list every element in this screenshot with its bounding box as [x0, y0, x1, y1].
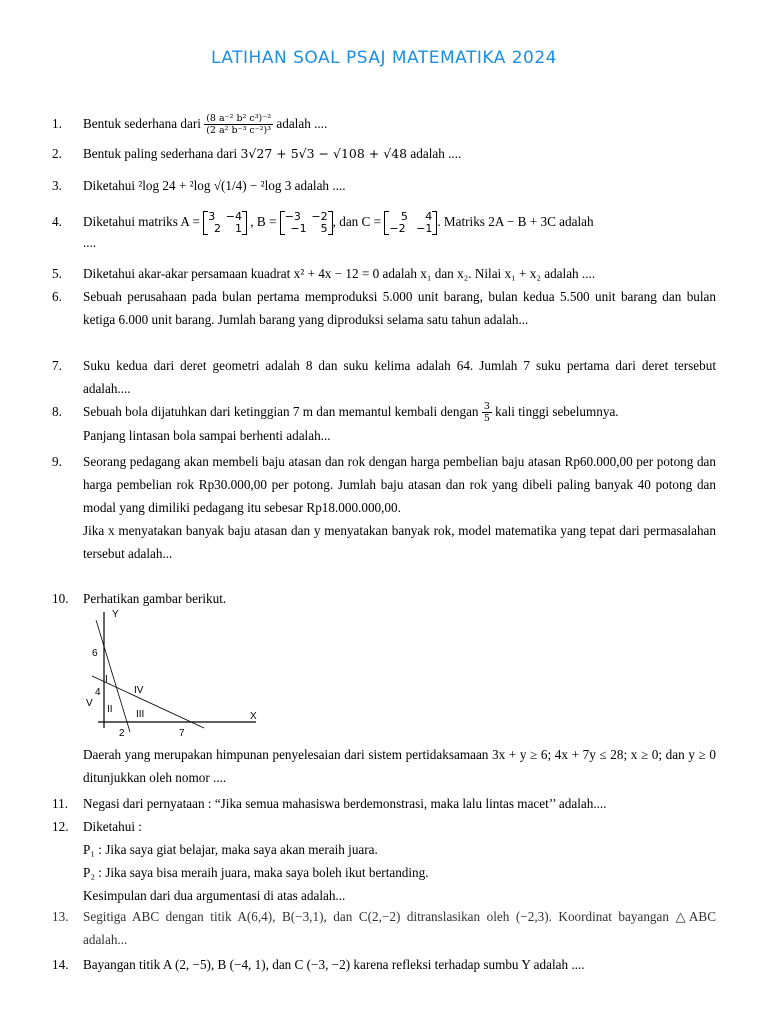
question-text: Sebuah bola dijatuhkan dari ketinggian 7 m dan memantul kembali dengan — [83, 404, 479, 419]
premise-2: P₂ : Jika saya bisa meraih juara, maka saya boleh ikut bertanding. — [83, 865, 429, 880]
fraction — [482, 401, 492, 424]
question-conclusion: Kesimpulan dari dua argumentasi di atas adalah... — [83, 888, 346, 903]
page-title: LATIHAN SOAL PSAJ MATEMATIKA 2024 — [210, 48, 557, 68]
region-label-i: I — [105, 674, 108, 685]
question-text: , B = — [250, 214, 277, 229]
question-text: Segitiga ABC dengan titik A(6,4), B(−3,1), dan C(2,−2) ditranslasikan oleh (−2,3). Koordinat bayangan △ABC adalah... — [83, 909, 716, 947]
matrix-row: 2 1 — [214, 221, 242, 235]
matrix-b — [280, 211, 333, 235]
tick-x-2: 2 — [119, 728, 125, 739]
question-number: 1. — [52, 116, 62, 131]
question-8 — [52, 400, 716, 447]
matrix-c — [384, 211, 437, 235]
question-1 — [52, 112, 716, 136]
region-label-v: V — [86, 698, 93, 709]
question-number: 10. — [52, 591, 69, 606]
question-number: 6. — [52, 289, 62, 304]
question-text-end: adalah .... — [276, 116, 328, 131]
question-text-end: . Matriks 2A − B + 3C adalah — [437, 214, 594, 229]
question-13 — [52, 905, 716, 951]
question-12 — [52, 815, 716, 907]
question-2 — [52, 142, 716, 165]
region-graph — [78, 604, 268, 744]
question-text: Bayangan titik A (2, −5), B (−4, 1), dan C (−3, −2) karena refleksi terhadap sumbu Y adalah .... — [83, 957, 585, 972]
question-number: 9. — [52, 454, 62, 469]
tick-x-7: 7 — [179, 728, 185, 739]
matrix-row: −1 5 — [290, 221, 328, 235]
premise-1: P₁ : Jika saya giat belajar, maka saya akan meraih juara. — [83, 842, 378, 857]
question-text: Sebuah perusahaan pada bulan pertama memproduksi 5.000 unit barang, bulan kedua 5.500 unit barang dan bulan ketiga 6.000 unit barang. Jumlah barang yang diproduksi selama satu tahun adalah... — [83, 289, 716, 327]
fraction-denominator: 5 — [483, 413, 490, 425]
question-text: Bentuk paling sederhana dari — [83, 146, 238, 161]
question-text-2: Jika x menyatakan banyak baju atasan dan y menyatakan banyak rok, model matematika yang tepat dari permasalahan tersebut adalah... — [83, 523, 716, 561]
question-text-end: kali tinggi sebelumnya. — [495, 404, 619, 419]
question-10-continued — [52, 743, 716, 789]
matrix-row: −2 −1 — [389, 221, 433, 235]
question-5 — [52, 262, 716, 285]
question-number: 5. — [52, 266, 62, 281]
question-4 — [52, 210, 716, 251]
tick-y-6: 6 — [92, 648, 98, 659]
question-text: Daerah yang merupakan himpunan penyelesaian dari sistem pertidaksamaan 3x + y ≥ 6; 4x + 7y ≤ 28; x ≥ 0; dan y ≥ 0 ditunjukkan oleh nomor .... — [83, 747, 716, 785]
matrix-row: 5 4 — [400, 209, 433, 223]
question-text: Perhatikan gambar berikut. — [83, 591, 227, 606]
question-number: 7. — [52, 358, 62, 373]
region-label-iv: IV — [134, 685, 144, 696]
line-3x-plus-y-6 — [96, 620, 130, 732]
question-6 — [52, 285, 716, 331]
region-label-ii: II — [107, 704, 113, 715]
question-number: 8. — [52, 404, 62, 419]
question-text: Negasi dari pernyataan : “Jika semua mahasiswa berdemonstrasi, maka lalu lintas macet’’ adalah.... — [83, 796, 607, 811]
region-label-iii: III — [136, 709, 145, 720]
fraction-numerator: 3 — [483, 401, 490, 413]
question-text: Diketahui matriks A = — [83, 214, 200, 229]
x-axis-label: X — [250, 711, 257, 722]
question-line-2: Panjang lintasan bola sampai berhenti adalah... — [83, 428, 331, 444]
fraction — [204, 113, 273, 136]
question-continuation: .... — [83, 234, 97, 250]
fraction-denominator: (2 a² b⁻³ c⁻²)³ — [206, 125, 272, 137]
question-9 — [52, 450, 716, 565]
question-number: 2. — [52, 146, 62, 161]
question-text: Bentuk sederhana dari — [83, 116, 201, 131]
fraction-numerator: (8 a⁻² b² c³)⁻² — [206, 113, 272, 125]
question-text: Diketahui ²log 24 + ²log √(1/4) − ²log 3 adalah .... — [83, 178, 346, 193]
question-number: 11. — [52, 796, 68, 811]
question-number: 12. — [52, 819, 69, 834]
question-number: 3. — [52, 178, 62, 193]
matrix-row: 3 −4 — [208, 209, 242, 223]
y-axis-label: Y — [112, 609, 119, 620]
matrix-row: −3 −2 — [284, 209, 328, 223]
question-11 — [52, 792, 716, 815]
question-14 — [52, 953, 716, 976]
question-number: 14. — [52, 957, 69, 972]
question-3 — [52, 174, 716, 197]
question-number: 13. — [52, 909, 69, 924]
question-text: Diketahui : — [83, 819, 142, 834]
line-4x-plus-7y-28 — [92, 676, 204, 728]
question-7 — [52, 354, 716, 400]
question-text: , dan C = — [332, 214, 382, 229]
matrix-a — [203, 211, 247, 235]
question-text: Suku kedua dari deret geometri adalah 8 dan suku kelima adalah 64. Jumlah 7 suku pertama dari deret tersebut adalah.... — [83, 358, 716, 396]
question-text-end: adalah .... — [410, 146, 462, 161]
math-expression: 3√27 + 5√3 − √108 + √48 — [240, 146, 408, 161]
question-text: Seorang pedagang akan membeli baju atasan dan rok dengan harga pembelian baju atasan Rp60.000,00 per potong dan harga pembelian rok Rp30.000,00 per potong. Jumlah baju atasan dan rok yang dibeli paling banyak 40 potong dan modal yang dimiliki pedagang itu sebesar Rp18.000.000,00. — [83, 454, 716, 515]
tick-y-4: 4 — [95, 687, 101, 698]
question-text: Diketahui akar-akar persamaan kuadrat x² + 4x − 12 = 0 adalah x₁ dan x₂. Nilai x₁ + x₂ adalah .... — [83, 266, 596, 281]
question-number: 4. — [52, 214, 62, 229]
